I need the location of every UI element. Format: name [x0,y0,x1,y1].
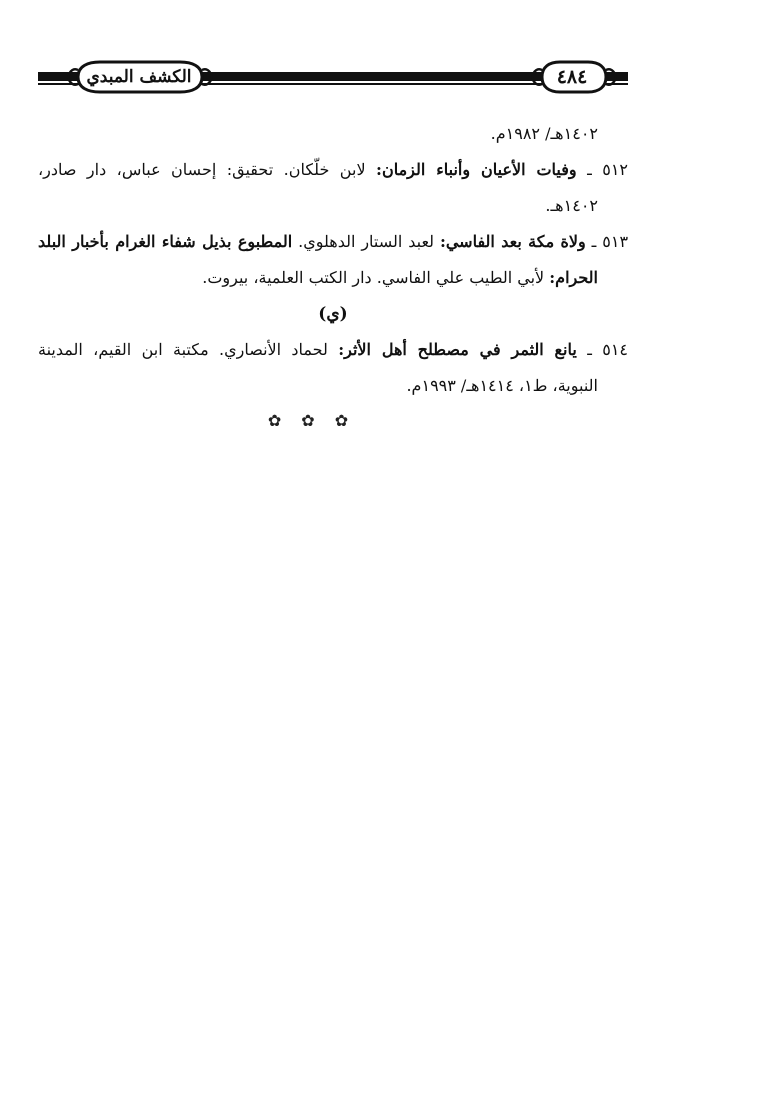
entry-512 [38,152,628,224]
entry-514-line-1: ٥١٤ ـ يانع الثمر في مصطلح أهل الأثر: لحماد الأنصاري. مكتبة ابن القيم، المدينة [38,340,628,359]
page-header [0,0,765,110]
entry-details: لحماد الأنصاري. مكتبة ابن القيم، المدينة [38,340,339,359]
entry-number: ٥١٤ [602,340,628,359]
entry-number: ٥١٢ [602,160,628,179]
closing-ornaments [38,404,628,438]
entry-title: يانع الثمر في مصطلح أهل الأثر: [338,340,577,359]
flower-ornament-icon: ✿ [267,411,282,430]
entry-512-line-1: ٥١٢ ـ وفيات الأعيان وأنباء الزمان: لابن خلّكان. تحقيق: إحسان عباس، دار صادر، [38,160,628,179]
entry-details: لابن خلّكان. تحقيق: إحسان عباس، دار صادر، [38,160,377,179]
bibliography-list [38,116,628,438]
page-number: ٤٨٤ [556,66,588,88]
entry-details: لعبد الستار الدهلوي. [292,232,440,251]
entry-title: وفيات الأعيان وأنباء الزمان: [376,160,577,179]
section-heading: (ي) [318,304,348,324]
entry-514-line-2: النبوية، ط١، ١٤١٤هـ/ ١٩٩٣م. [406,376,598,395]
entry-title: ولاة مكة بعد الفاسي: [439,232,586,251]
entry-number: ٥١٣ [602,232,628,251]
entry-512-line-2: ١٤٠٢هـ. [545,196,598,215]
entry-subtitle-end: الحرام: [549,268,598,287]
entry-details: لأبي الطيب علي الفاسي. دار الكتب العلمية، بيروت. [202,268,550,287]
continued-line: ١٤٠٢هـ/ ١٩٨٢م. [490,124,598,143]
header-rule-ornament [0,0,765,110]
flower-ornament-icon: ✿ [301,411,315,430]
entry-513 [38,224,628,296]
entry-514 [38,332,628,404]
entry-subtitle: المطبوع بذيل شفاء الغرام بأخبار البلد [38,232,293,251]
flower-ornament-icon: ✿ [334,411,349,430]
entry-513-line-1: ٥١٣ ـ ولاة مكة بعد الفاسي: لعبد الستار الدهلوي. المطبوع بذيل شفاء الغرام بأخبار البلد [38,232,628,251]
entry-513-line-2 [38,260,628,296]
running-title: الكشف المبدي [86,67,192,87]
